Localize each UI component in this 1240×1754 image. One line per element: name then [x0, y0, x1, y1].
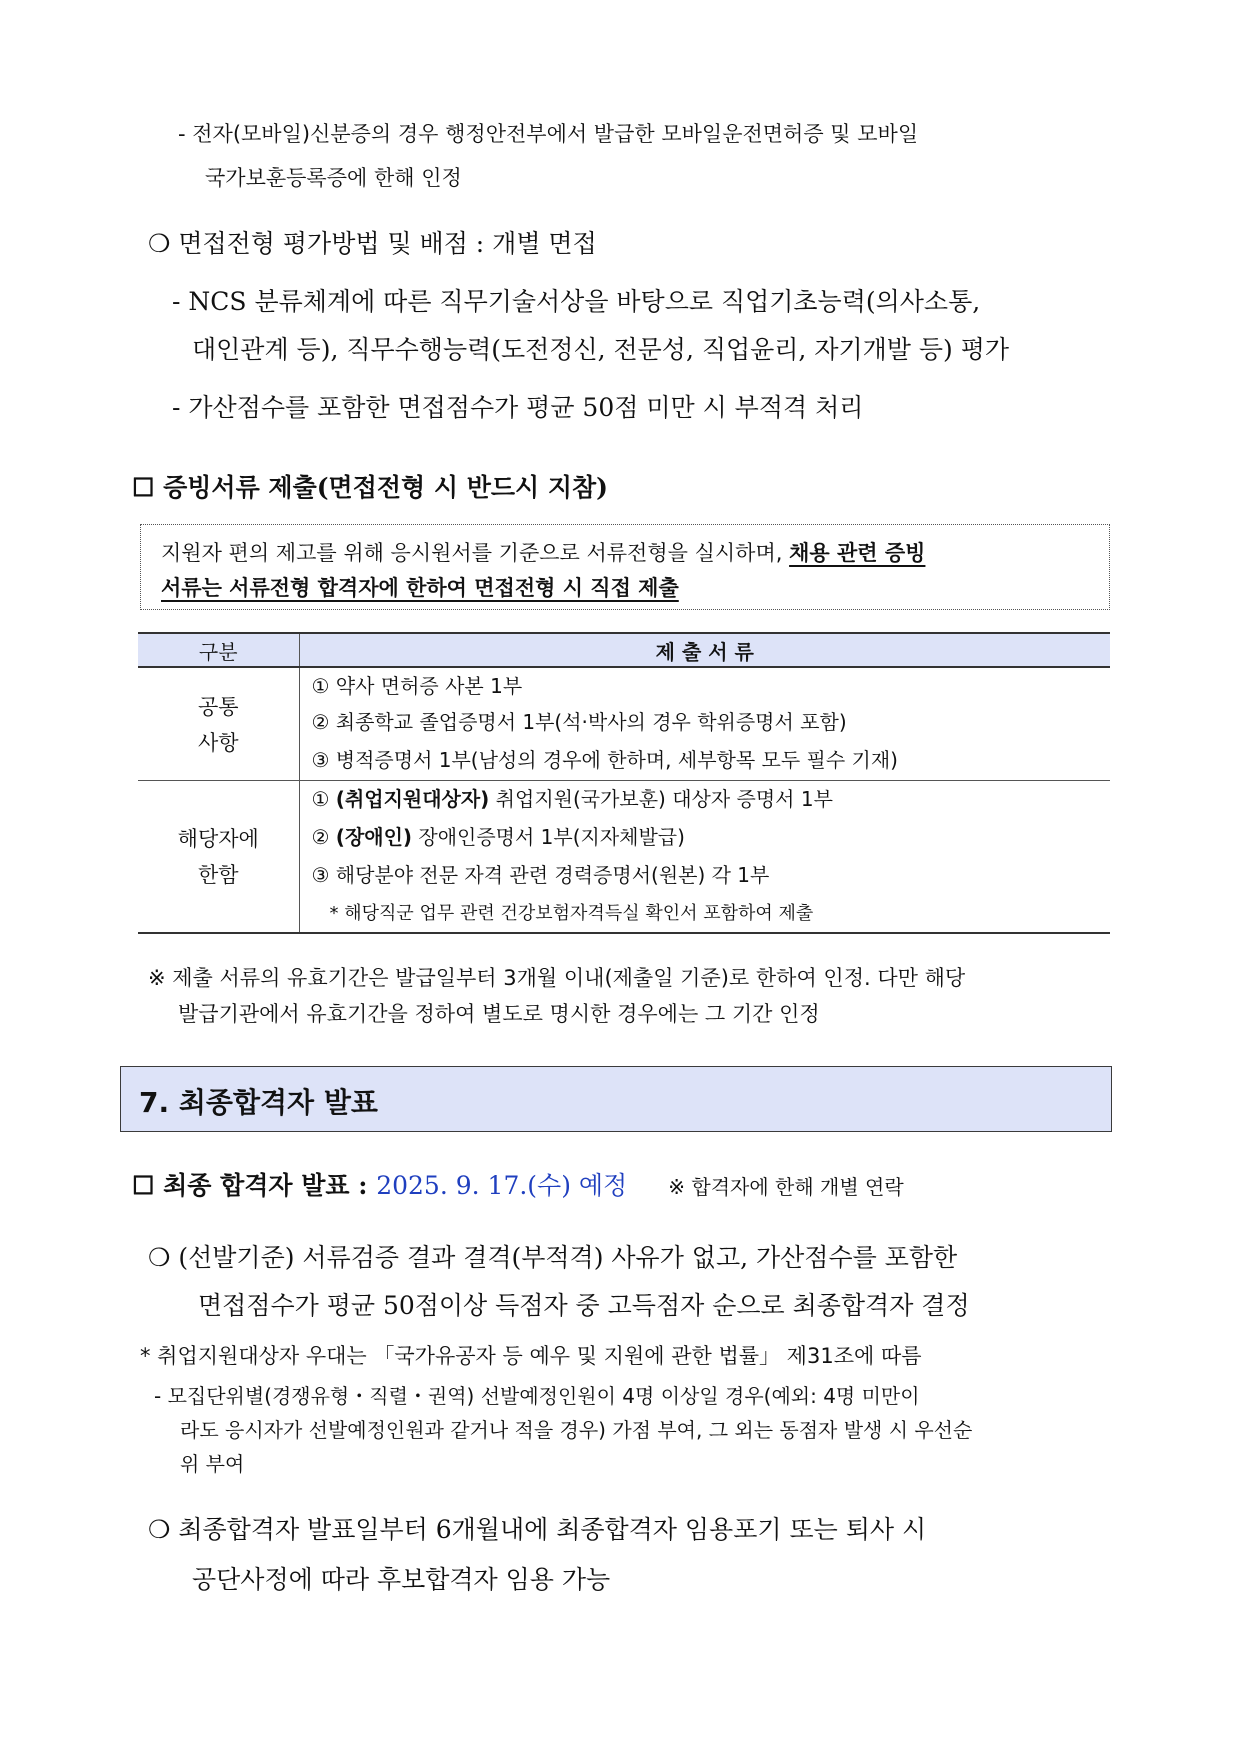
mobile-id-note-line2: 국가보훈등록증에 한해 인정 — [205, 166, 462, 190]
documents-notice-emphasis: 채용 관련 증빙 — [789, 541, 926, 565]
preference-detail-line2: 라도 응시자가 선발예정인원과 같거나 적을 경우) 가점 부여, 그 외는 동점자 발생 시 우선순 — [180, 1418, 973, 1442]
interview-method-heading: ❍ 면접전형 평가방법 및 배점 : 개별 면접 — [148, 229, 597, 258]
final-announcement-label: ☐ 최종 합격자 발표 : — [132, 1171, 377, 1200]
item-category-label: (장애인) — [335, 825, 413, 849]
final-announcement-line — [132, 1166, 904, 1202]
supporting-documents-heading: ☐ 증빙서류 제출(면접전형 시 반드시 지참) — [132, 473, 608, 502]
item-text: 장애인증명서 1부(지자체발급) — [412, 825, 685, 849]
row-label-applicable-line2: 한함 — [197, 863, 239, 888]
interview-criteria-line2: 대인관계 등), 직무수행능력(도전정신, 전문성, 직업윤리, 자기개발 등) 평가 — [192, 335, 1010, 364]
preference-detail-line3: 위 부여 — [180, 1452, 245, 1476]
list-item: ③ 병적증명서 1부(남성의 경우에 한하며, 세부항목 모두 필수 기재) — [311, 748, 898, 772]
list-item — [312, 821, 1111, 859]
documents-notice-box — [140, 524, 1110, 610]
item-category-label: (취업지원대상자) — [335, 787, 490, 811]
documents-table — [138, 632, 1110, 934]
table-footnote: * 해당직군 업무 관련 건강보험자격득실 확인서 포함하여 제출 — [329, 903, 814, 924]
mobile-id-note-line1: - 전자(모바일)신분증의 경우 행정안전부에서 발급한 모바일운전면허증 및 모바일 — [178, 122, 919, 146]
preference-detail-line1: - 모집단위별(경쟁유형・직렬・권역) 선발예정인원이 4명 이상일 경우(예외: 4명 미만이 — [154, 1384, 920, 1408]
selection-criteria-line1: ❍ (선발기준) 서류검증 결과 결격(부적격) 사유가 없고, 가산점수를 포함한 — [148, 1243, 958, 1272]
row-label-applicable-line1: 해당자에 — [177, 827, 259, 852]
interview-disqualify-rule: - 가산점수를 포함한 면접점수가 평균 50점 미만 시 부적격 처리 — [172, 393, 864, 422]
table-row-applicable — [138, 781, 1110, 933]
row-label-applicable — [138, 781, 299, 933]
applicable-documents-cell — [299, 781, 1110, 933]
validity-note-line1: ※ 제출 서류의 유효기간은 발급일부터 3개월 이내(제출일 기준)로 한하여 인정. 다만 해당 — [148, 966, 966, 990]
section-7-header-bar — [120, 1066, 1112, 1132]
final-announcement-date: 2025. 9. 17.(수) 예정 — [376, 1171, 628, 1200]
interview-criteria-line1: - NCS 분류체계에 따른 직무기술서상을 바탕으로 직업기초능력(의사소통, — [172, 287, 981, 316]
validity-note-line2: 발급기관에서 유효기간을 정하여 별도로 명시한 경우에는 그 기간 인정 — [178, 1002, 820, 1026]
preference-note: * 취업지원대상자 우대는 「국가유공자 등 예우 및 지원에 관한 법률」 제31조에 따름 — [140, 1344, 922, 1368]
documents-notice-line1 — [161, 537, 925, 567]
section-7-title: 7. 최종합격자 발표 — [139, 1086, 378, 1119]
selection-criteria-line2: 면접점수가 평균 50점이상 득점자 중 고득점자 순으로 최종합격자 결정 — [198, 1291, 970, 1320]
row-label-common-line2: 사항 — [197, 731, 239, 755]
item-number: ① — [311, 787, 330, 811]
item-text: 취업지원(국가보훈) 대상자 증명서 1부 — [489, 787, 833, 811]
row-label-common-line1: 공통 — [197, 695, 239, 719]
common-documents-cell — [299, 667, 1110, 781]
list-item: ③ 해당분야 전문 자격 관련 경력증명서(원본) 각 1부 — [311, 863, 770, 887]
item-number: ② — [311, 825, 330, 849]
reserve-candidate-line1: ❍ 최종합격자 발표일부터 6개월내에 최종합격자 임용포기 또는 퇴사 시 — [148, 1515, 927, 1544]
documents-notice-line2: 서류는 서류전형 합격자에 한하여 면접전형 시 직접 제출 — [161, 576, 679, 600]
list-item: ② 최종학교 졸업증명서 1부(석·박사의 경우 학위증명서 포함) — [311, 710, 847, 734]
list-item: ① 약사 면허증 사본 1부 — [311, 674, 523, 698]
list-item — [312, 783, 1111, 821]
documents-table-header — [138, 633, 1110, 667]
final-announcement-note: ※ 합격자에 한해 개별 연락 — [668, 1175, 904, 1199]
category-column-header: 구분 — [138, 633, 299, 667]
documents-notice-text: 지원자 편의 제고를 위해 응시원서를 기준으로 서류전형을 실시하며, — [161, 541, 790, 565]
table-row-common — [138, 667, 1110, 781]
reserve-candidate-line2: 공단사정에 따라 후보합격자 임용 가능 — [192, 1565, 611, 1594]
documents-column-header: 제 출 서 류 — [299, 633, 1110, 667]
row-label-common — [138, 667, 299, 781]
